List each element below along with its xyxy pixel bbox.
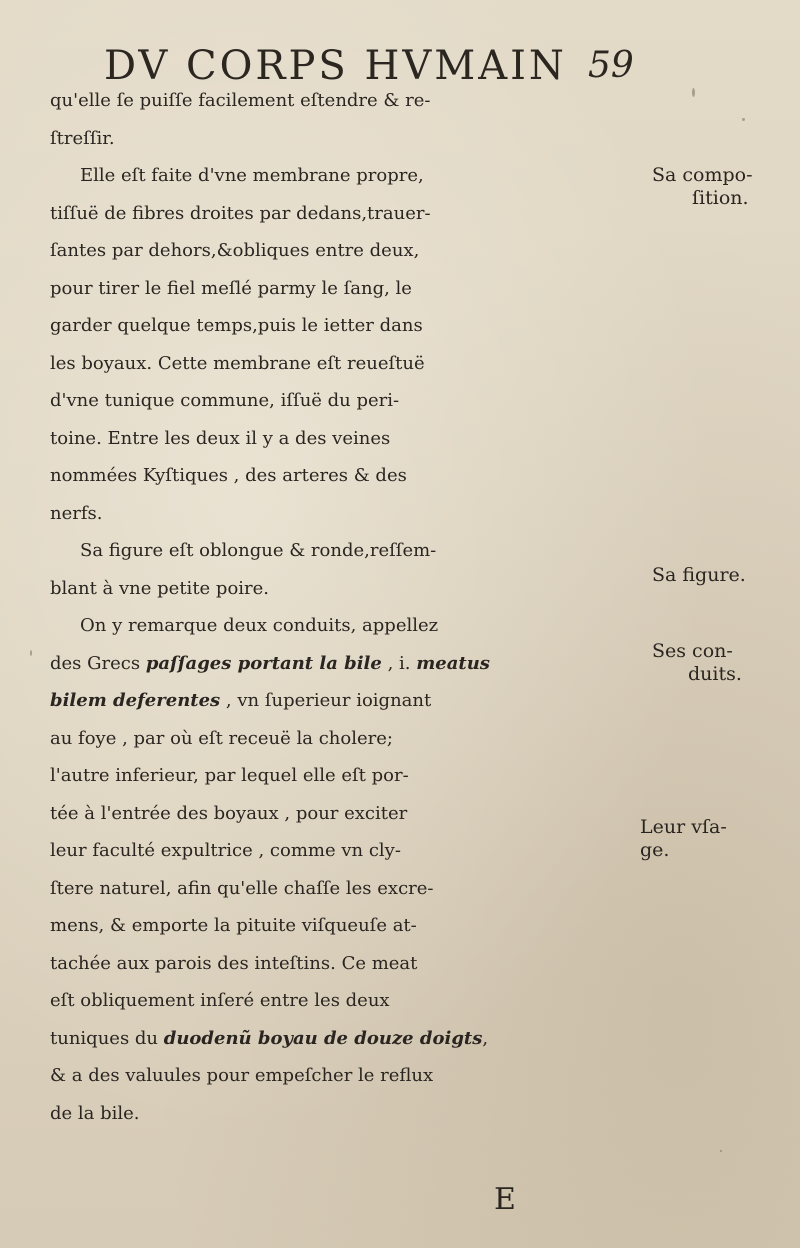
text-line: nerfs. xyxy=(50,502,103,524)
text-line: Elle eſt faite d'vne membrane propre, xyxy=(80,165,424,186)
text-line: leur faculté expultrice , comme vn cly- xyxy=(50,840,401,861)
margin-note-line: ge. xyxy=(640,839,670,861)
text-line: pour tirer le fiel meſlé parmy le ſang, le xyxy=(50,277,412,299)
text-line: toine. Entre les deux il y a des veines xyxy=(50,427,391,449)
italic-span: paſſages portant la bile xyxy=(145,652,382,674)
margin-note-conduits xyxy=(652,640,742,686)
text-line: tée à l'entrée des boyaux , pour exciter xyxy=(50,802,408,824)
body-text xyxy=(50,82,650,1132)
text-line: de la bile. xyxy=(50,1102,140,1124)
text-line: eſt obliquement inſeré entre les deux xyxy=(50,990,390,1011)
italic-span: bilem deferentes xyxy=(50,690,221,711)
text-line: ſantes par dehors,&obliques entre deux, xyxy=(50,240,420,261)
italic-span: duodenũ boyau de douze doigts xyxy=(163,1027,483,1049)
text-line xyxy=(50,1020,650,1058)
text-line: blant à vne petite poire. xyxy=(50,577,270,599)
margin-note-line: ſition. xyxy=(692,187,749,209)
margin-note-line: Sa compo- xyxy=(652,164,753,186)
text-line: Sa figure eſt oblongue & ronde,reſſem- xyxy=(80,540,437,561)
signature-mark: E xyxy=(494,1182,516,1217)
page-number: 59 xyxy=(588,45,634,86)
margin-note-figure xyxy=(652,564,746,587)
text-span: , xyxy=(482,1027,489,1049)
margin-note-line: Ses con- xyxy=(652,640,733,662)
text-line: l'autre inferieur, par lequel elle eſt por- xyxy=(50,765,409,786)
paper-speck xyxy=(720,1150,722,1152)
text-line: ſtere naturel, afin qu'elle chaſſe les excre- xyxy=(50,877,434,899)
text-span: des Grecs xyxy=(50,652,146,674)
margin-note-line: duits. xyxy=(688,663,742,685)
running-head-title: DV CORPS HVMAIN xyxy=(104,43,567,89)
margin-note-line: Leur vſa- xyxy=(640,816,727,838)
margin-note-composition xyxy=(652,164,753,210)
text-span: , i. xyxy=(381,652,417,674)
text-span: tuniques du xyxy=(50,1027,164,1049)
text-line: les boyaux. Cette membrane eſt reueſtuë xyxy=(50,352,425,374)
text-line: tachée aux parois des inteſtins. Ce meat xyxy=(50,952,418,974)
text-line: qu'elle ſe puiſſe facilement eſtendre & re- xyxy=(50,90,431,111)
margin-note-line: Sa figure. xyxy=(652,564,746,586)
paper-speck xyxy=(30,650,32,656)
italic-span: meatus xyxy=(416,652,490,674)
text-line: ſtreſſir. xyxy=(50,127,115,149)
text-line: d'vne tunique commune, iſſuë du peri- xyxy=(50,390,400,411)
text-line: nommées Kyſtiques , des arteres & des xyxy=(50,465,407,486)
text-line: tiſſuë de fibres droites par dedans,trauer- xyxy=(50,202,431,224)
text-line: On y remarque deux conduits, appellez xyxy=(80,615,439,636)
text-line xyxy=(50,682,650,720)
text-line: mens, & emporte la pituite viſqueuſe at- xyxy=(50,915,417,936)
paper-speck xyxy=(692,88,695,97)
text-line: garder quelque temps,puis le ietter dans xyxy=(50,315,423,336)
text-line: au foye , par où eſt receuë la cholere; xyxy=(50,727,393,749)
text-line xyxy=(50,645,650,683)
margin-note-usage xyxy=(640,816,727,862)
paper-speck xyxy=(742,118,745,121)
text-line: & a des valuules pour empeſcher le reflux xyxy=(50,1065,434,1086)
text-span: , vn ſuperieur ioignant xyxy=(220,690,432,711)
